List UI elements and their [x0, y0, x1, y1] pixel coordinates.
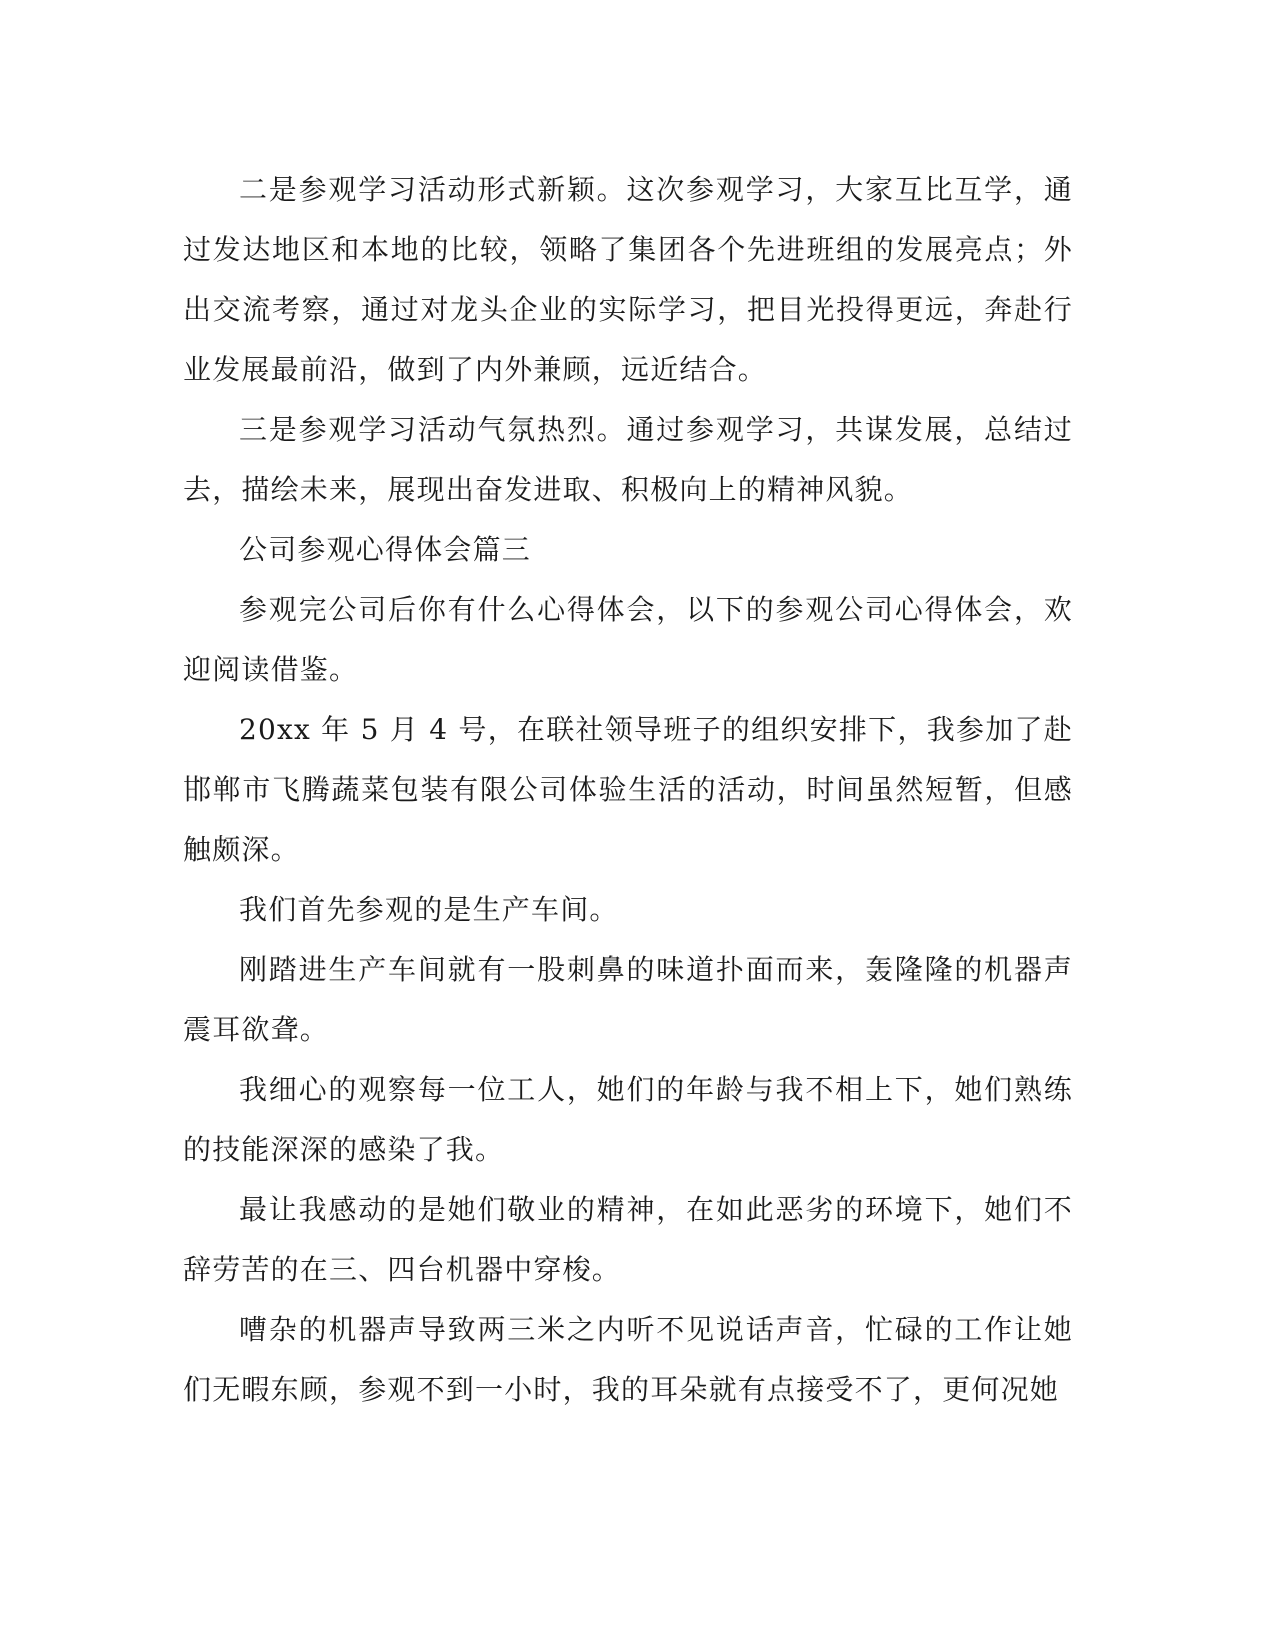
paragraph: 20xx 年 5 月 4 号，在联社领导班子的组织安排下，我参加了赴邯郸市飞腾蔬菜包装有限公司体验生活的活动，时间虽然短暂，但感触颇深。 [183, 713, 1073, 866]
paragraph: 二是参观学习活动形式新颖。这次参观学习，大家互比互学，通过发达地区和本地的比较，领略了集团各个先进班组的发展亮点；外出交流考察，通过对龙头企业的实际学习，把目光投得更远，奔赴行业发展最前沿，做到了内外兼顾，远近结合。 [183, 173, 1073, 386]
paragraph: 我们首先参观的是生产车间。 [239, 893, 619, 926]
paragraph: 刚踏进生产车间就有一股刺鼻的味道扑面而来，轰隆隆的机器声震耳欲聋。 [183, 953, 1073, 1046]
paragraph: 参观完公司后你有什么心得体会，以下的参观公司心得体会，欢迎阅读借鉴。 [183, 593, 1073, 686]
paragraph: 最让我感动的是她们敬业的精神，在如此恶劣的环境下，她们不辞劳苦的在三、四台机器中穿梭。 [183, 1193, 1073, 1286]
section-heading: 公司参观心得体会篇三 [239, 533, 532, 566]
paragraph: 我细心的观察每一位工人，她们的年龄与我不相上下，她们熟练的技能深深的感染了我。 [183, 1073, 1073, 1166]
document-body [183, 160, 1073, 1420]
paragraph: 嘈杂的机器声导致两三米之内听不见说话声音，忙碌的工作让她们无暇东顾，参观不到一小时，我的耳朵就有点接受不了，更何况她 [183, 1313, 1073, 1406]
paragraph: 三是参观学习活动气氛热烈。通过参观学习，共谋发展，总结过去，描绘未来，展现出奋发进取、积极向上的精神风貌。 [183, 413, 1073, 506]
